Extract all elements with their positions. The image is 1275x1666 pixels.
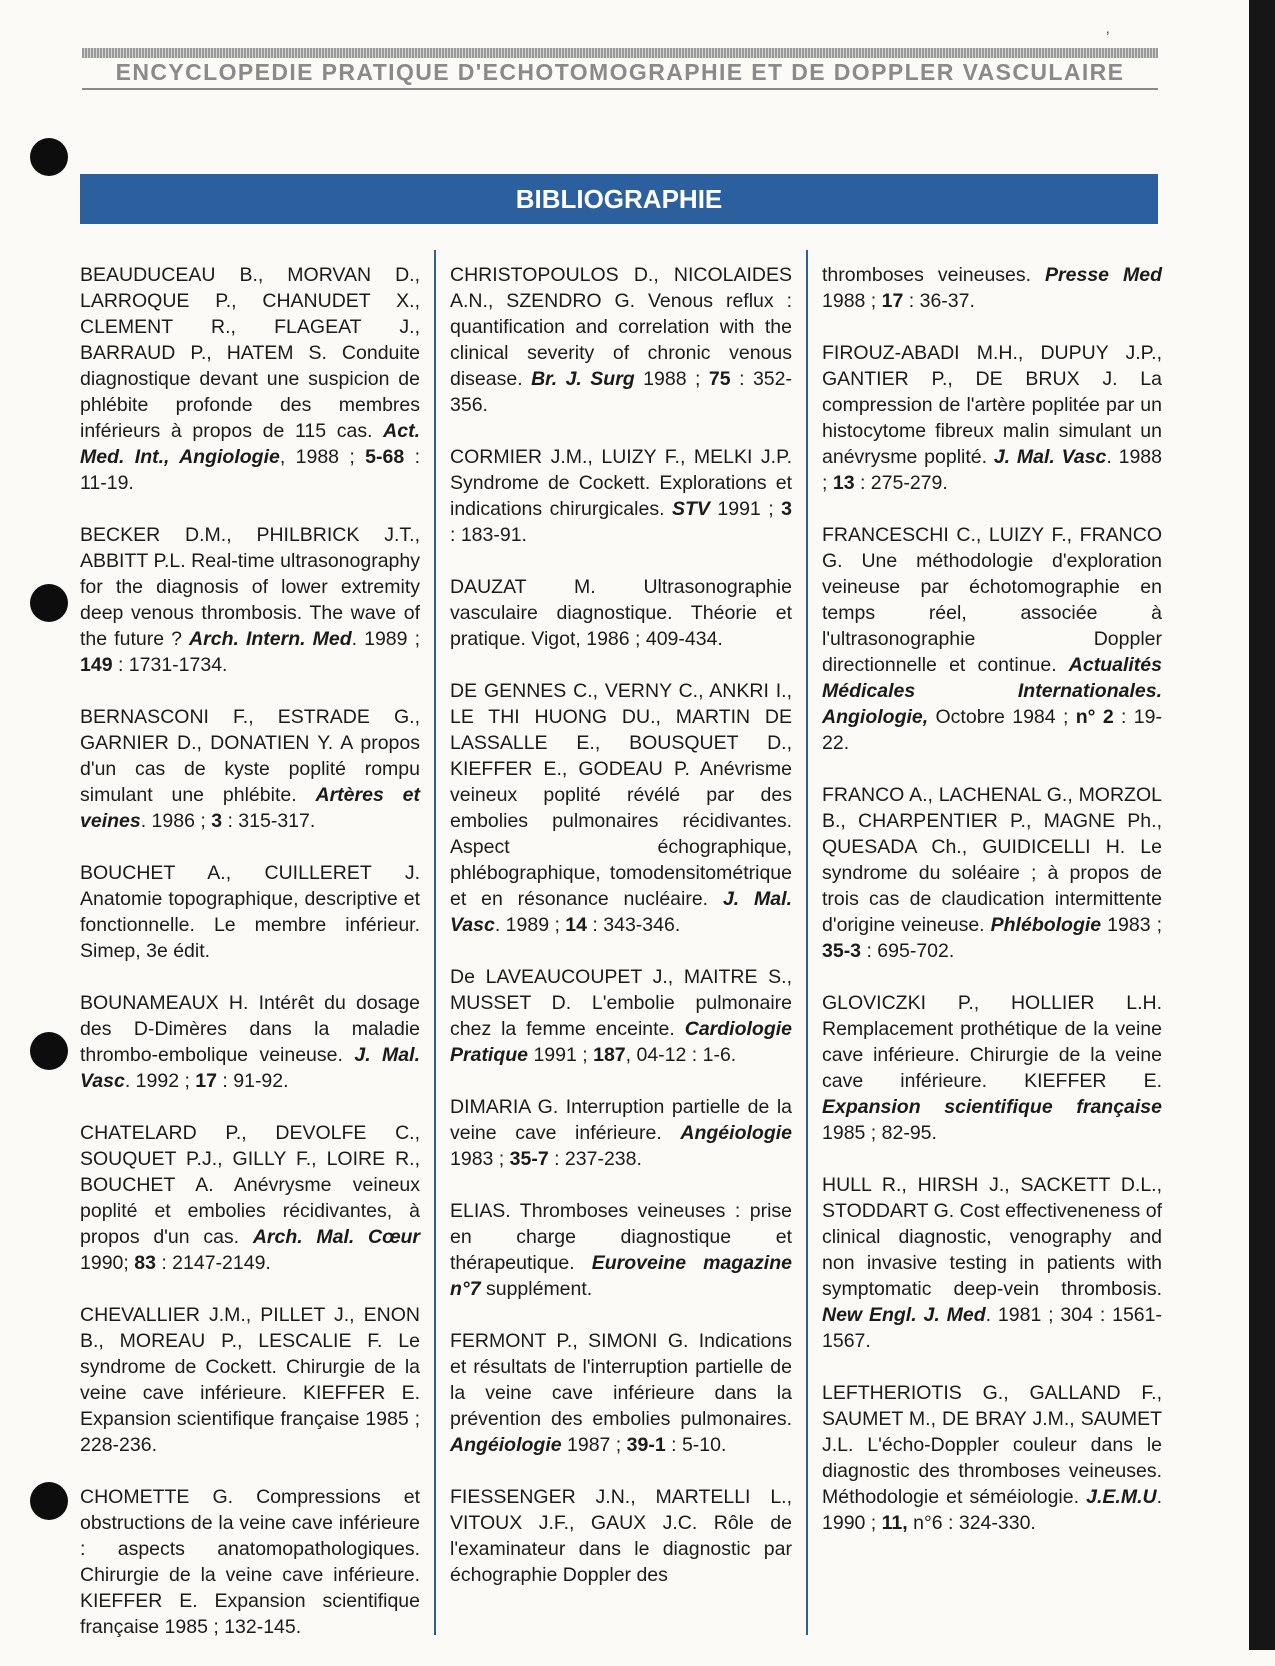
reference-text: GLOVICZKI P., HOLLIER L.H. Remplacement prothétique de la veine cave inférieure. Chirurgie de la veine cave inférieure. KIEFFER E. — [822, 992, 1162, 1092]
reference-year: . 1990 ; — [822, 1486, 1162, 1534]
reference-year: Octobre 1984 ; — [928, 706, 1076, 728]
reference-entry — [80, 522, 420, 678]
reference-volume: 3 — [211, 810, 223, 832]
reference-entry — [822, 340, 1162, 496]
reference-volume: 39-1 — [626, 1434, 666, 1456]
reference-text: CHATELARD P., DEVOLFE C., SOUQUET P.J., GILLY F., LOIRE R., BOUCHET A. Anévrysme veineux poplité et embolies récidivantes, à propos d'un cas. — [80, 1122, 420, 1248]
reference-text: BECKER D.M., PHILBRICK J.T., ABBITT P.L. Real-time ultrasonography for the diagnosis of lower extremity deep venous thrombosis. The wave of the future ? — [80, 524, 420, 650]
reference-volume: 17 — [195, 1070, 217, 1092]
reference-entry — [450, 1484, 792, 1588]
reference-entry — [80, 704, 420, 834]
binder-hole-4 — [30, 1482, 68, 1520]
reference-journal: Artères et veines — [80, 784, 421, 832]
reference-pages: : 352-356. — [450, 368, 792, 416]
reference-journal: Actualités Médicales Internationales. Angiologie, — [822, 654, 1162, 728]
reference-pages: : 275-279. — [854, 472, 948, 494]
reference-entry — [450, 444, 792, 548]
reference-journal: J. Mal. Vasc — [993, 446, 1107, 468]
reference-entry — [822, 522, 1162, 756]
reference-journal: Euroveine magazine n°7 — [450, 1252, 792, 1300]
reference-journal: Angéiologie — [680, 1122, 792, 1144]
reference-entry — [450, 1328, 792, 1458]
reference-pages: : 2147-2149. — [155, 1252, 271, 1274]
reference-year: 1983 ; — [450, 1148, 510, 1170]
reference-entry — [450, 678, 792, 938]
reference-journal: Arch. Mal. Cœur — [252, 1226, 421, 1248]
section-banner — [80, 174, 1158, 224]
reference-pages: : 11-19. — [80, 446, 420, 494]
reference-entry — [80, 1484, 420, 1640]
reference-journal: Arch. Intern. Med — [189, 628, 352, 650]
reference-entry — [80, 860, 420, 964]
reference-pages: n°6 : 324-330. — [907, 1512, 1036, 1534]
reference-text: BEAUDUCEAU B., MORVAN D., LARROQUE P., CHANUDET X., CLEMENT R., FLAGEAT J., BARRAUD P., HATEM S. Conduite diagnostique devant une suspicion de phlébite profonde des membres inférieurs à propos de 115 cas. — [80, 264, 420, 442]
reference-text: LEFTHERIOTIS G., GALLAND F., SAUMET M., DE BRAY J.M., SAUMET J.L. L'écho-Doppler couleur dans le diagnostic des thromboses veineuses. Méthodologie et séméiologie. — [822, 1382, 1162, 1508]
reference-pages: : 343-346. — [587, 914, 681, 936]
reference-pages: : 315-317. — [222, 810, 316, 832]
reference-text: CHEVALLIER J.M., PILLET J., ENON B., MOREAU P., LESCALIE F. Le syndrome de Cockett. Chirurgie de la veine cave inférieure. KIEFFER E. Expansion scientifique française 1985 ; 228-236. — [80, 1304, 420, 1456]
reference-entry — [80, 990, 420, 1094]
reference-text: DIMARIA G. Interruption partielle de la veine cave inférieure. — [450, 1096, 792, 1144]
reference-volume: 35-3 — [822, 940, 862, 962]
reference-year: 1987 ; — [561, 1434, 627, 1456]
reference-journal: New Engl. J. Med — [822, 1304, 986, 1326]
reference-year: 1988 ; — [822, 290, 882, 312]
reference-volume: 13 — [832, 472, 855, 494]
reference-journal: Angéiologie — [450, 1434, 562, 1456]
reference-pages: : 5-10. — [665, 1434, 727, 1456]
reference-entry — [822, 782, 1162, 964]
reference-volume: 83 — [134, 1252, 156, 1274]
header-rule — [82, 88, 1158, 90]
reference-pages: : 237-238. — [548, 1148, 642, 1170]
reference-year: . 1981 ; 304 : 1561-1567. — [822, 1304, 1162, 1352]
reference-entry — [822, 1380, 1162, 1536]
reference-volume: 35-7 — [509, 1148, 549, 1170]
reference-year: . 1989 ; — [351, 628, 420, 650]
section-title: BIBLIOGRAPHIE — [515, 184, 723, 214]
reference-journal: Phlébologie — [990, 914, 1102, 936]
reference-volume: 3 — [781, 498, 792, 520]
corner-mark: ʼ — [1106, 30, 1110, 47]
reference-volume: 187 — [593, 1044, 626, 1066]
reference-entry — [80, 1120, 420, 1276]
reference-entry — [822, 1172, 1162, 1354]
reference-text: BOUNAMEAUX H. Intérêt du dosage des D-Dimères dans la maladie thrombo-embolique veineuse. — [80, 992, 420, 1066]
reference-year: 1985 ; 82-95. — [822, 1122, 937, 1144]
reference-text: CORMIER J.M., LUIZY F., MELKI J.P. Syndrome de Cockett. Explorations et indications chirurgicales. — [450, 446, 792, 520]
reference-pages: : 695-702. — [861, 940, 955, 962]
reference-entry — [450, 964, 792, 1068]
reference-volume: 5-68 — [365, 446, 405, 468]
reference-year: 1991 ; — [528, 1044, 594, 1066]
reference-volume: 149 — [80, 654, 113, 676]
reference-year: 1988 ; — [634, 368, 709, 390]
reference-text: De LAVEAUCOUPET J., MAITRE S., MUSSET D. L'embolie pulmonaire chez la femme enceinte. — [450, 966, 792, 1040]
reference-entry — [450, 262, 792, 418]
reference-entry — [822, 990, 1162, 1146]
reference-text: FRANCESCHI C., LUIZY F., FRANCO G. Une méthodologie d'exploration veineuse par échotomographie en temps réel, associée à l'ultrasonographie Doppler directionnelle et continue. — [822, 524, 1162, 676]
reference-volume: 11, — [881, 1512, 908, 1534]
reference-year: 1990; — [80, 1252, 135, 1274]
reference-text: CHOMETTE G. Compressions et obstructions de la veine cave inférieure : aspects anatomopathologiques. Chirurgie de la veine cave inférieure. KIEFFER E. Expansion scientifique française 1985 ; 132-145. — [80, 1486, 420, 1638]
reference-text: FERMONT P., SIMONI G. Indications et résultats de l'interruption partielle de la veine cave inférieure dans la prévention des embolies pulmonaires. — [450, 1330, 792, 1430]
reference-text: CHRISTOPOULOS D., NICOLAIDES A.N., SZENDRO G. Venous reflux : quantification and correlation with the clinical severity of chronic venous disease. — [450, 264, 792, 390]
reference-text: BOUCHET A., CUILLERET J. Anatomie topographique, descriptive et fonctionnelle. Le membre inférieur. Simep, 3e édit. — [80, 862, 420, 962]
binder-hole-1 — [30, 138, 68, 176]
encyclopedia-header-title: ENCYCLOPEDIE PRATIQUE D'ECHOTOMOGRAPHIE ET DE DOPPLER VASCULAIRE — [115, 59, 1125, 85]
reference-column-1 — [80, 262, 420, 1666]
reference-year: , 1988 ; — [279, 446, 366, 468]
reference-volume: 75 — [708, 368, 731, 390]
reference-text: DAUZAT M. Ultrasonographie vasculaire diagnostique. Théorie et pratique. Vigot, 1986 ; 409-434. — [450, 576, 792, 650]
reference-text: FIESSENGER J.N., MARTELLI L., VITOUX J.F., GAUX J.C. Rôle de l'examinateur dans le diagnostic par échographie Doppler des — [450, 1486, 792, 1586]
reference-pages: : 91-92. — [217, 1070, 289, 1092]
reference-year: . 1989 ; — [494, 914, 566, 936]
reference-pages: supplément. — [480, 1278, 593, 1300]
reference-journal: Expansion scientifique française — [822, 1096, 1162, 1118]
reference-pages: , 04-12 : 1-6. — [625, 1044, 737, 1066]
reference-pages: : 183-91. — [450, 524, 527, 546]
reference-text: ELIAS. Thromboses veineuses : prise en charge diagnostique et thérapeutique. — [450, 1200, 792, 1274]
reference-year: . 1992 ; — [124, 1070, 196, 1092]
reference-journal: J.E.M.U — [1086, 1486, 1157, 1508]
reference-pages: : 1731-1734. — [112, 654, 228, 676]
reference-year: 1991 ; — [709, 498, 782, 520]
reference-text: DE GENNES C., VERNY C., ANKRI I., LE THI HUONG DU., MARTIN DE LASSALLE E., BOUSQUET D., KIEFFER E., GODEAU P. Anévrisme veineux poplité révélé par des embolies pulmonaires récidivantes. Aspect échographique, phlébographique, tomodensitométrique et en résonance nucléaire. — [450, 680, 792, 910]
reference-year: 1983 ; — [1101, 914, 1163, 936]
reference-entry — [822, 262, 1162, 314]
reference-journal: Br. J. Surg — [531, 368, 635, 390]
column-divider-2 — [806, 250, 808, 1635]
reference-column-3 — [822, 262, 1162, 1562]
reference-entry — [450, 1094, 792, 1172]
reference-pages: : 36-37. — [903, 290, 975, 312]
reference-column-2 — [450, 262, 792, 1614]
reference-journal: STV — [671, 498, 710, 520]
reference-text: BERNASCONI F., ESTRADE G., GARNIER D., DONATIEN Y. A propos d'un cas de kyste poplité rompu simulant une phlébite. — [80, 706, 420, 806]
page-edge-shadow — [1249, 0, 1275, 1650]
reference-text: HULL R., HIRSH J., SACKETT D.L., STODDART G. Cost effectiveneness of clinical diagnostic, venography and non invasive testing in patients with symptomatic deep-vein thrombosis. — [822, 1174, 1162, 1300]
reference-pages: : 19-22. — [822, 706, 1162, 754]
reference-volume: n° 2 — [1075, 706, 1114, 728]
binder-hole-2 — [30, 584, 68, 622]
reference-journal: Cardiologie Pratique — [450, 1018, 792, 1066]
binder-hole-3 — [30, 1032, 68, 1070]
reference-text: thromboses veineuses. — [822, 264, 1046, 286]
reference-entry — [450, 574, 792, 652]
reference-journal: Act. Med. Int., Angiologie — [80, 420, 420, 468]
reference-volume: 14 — [565, 914, 587, 936]
reference-volume: 17 — [881, 290, 904, 312]
reference-journal: J. Mal. Vasc — [450, 888, 792, 936]
reference-entry — [80, 1302, 420, 1458]
reference-journal: J. Mal. Vasc — [80, 1044, 420, 1092]
reference-entry — [80, 262, 420, 496]
reference-text: FRANCO A., LACHENAL G., MORZOL B., CHARPENTIER P., MAGNE Ph., QUESADA Ch., GUIDICELLI H. Le syndrome du soléaire ; à propos de trois cas de claudication intermittente d'origine veineuse. — [822, 784, 1162, 936]
column-divider-1 — [434, 250, 436, 1635]
reference-entry — [450, 1198, 792, 1302]
reference-journal: Presse Med — [1045, 264, 1162, 286]
reference-text: FIROUZ-ABADI M.H., DUPUY J.P., GANTIER P., DE BRUX J. La compression de l'artère poplitée par un histocytome fibreux malin simulant un anévrysme poplité. — [822, 342, 1162, 468]
reference-year: . 1986 ; — [140, 810, 212, 832]
reference-year: . 1988 ; — [822, 446, 1162, 494]
